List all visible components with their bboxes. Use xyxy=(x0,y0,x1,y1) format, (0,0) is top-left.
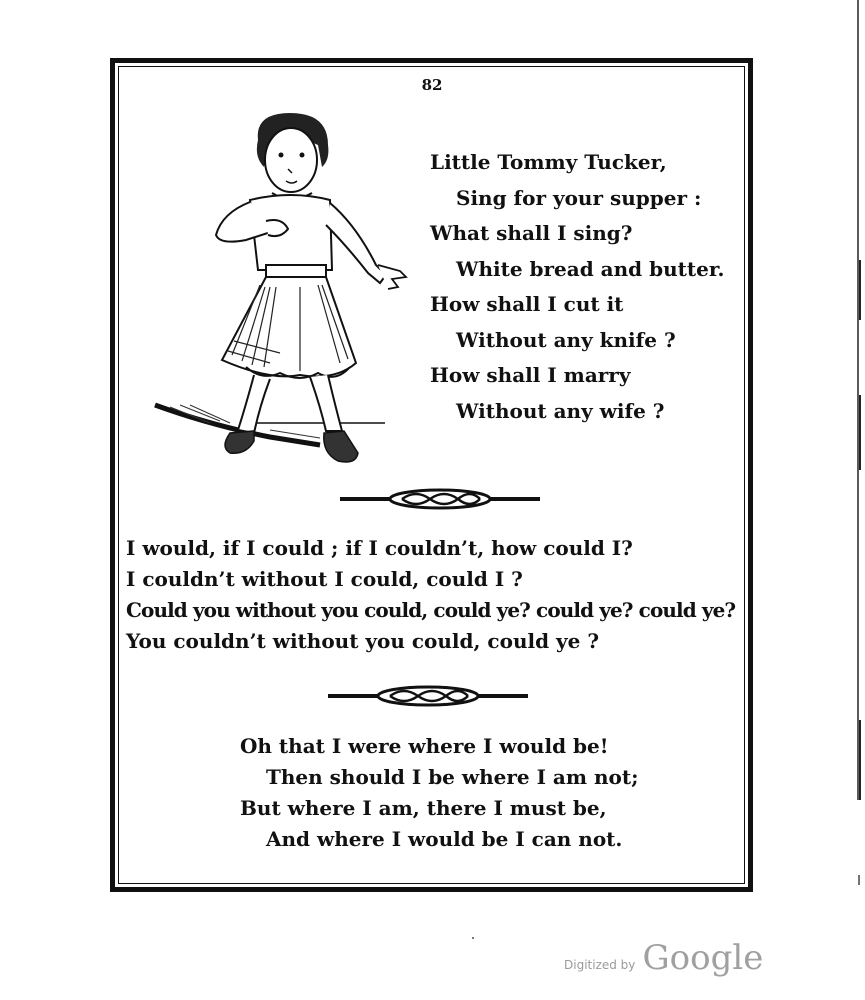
poem-line: How shall I cut it xyxy=(430,292,624,316)
poem-line: Without any knife ? xyxy=(456,327,676,352)
poem-where-i-would-be xyxy=(240,731,638,855)
poem-line: Little Tommy Tucker, xyxy=(430,150,667,174)
page-number: 82 xyxy=(421,76,443,94)
ornament-divider xyxy=(340,486,540,512)
poem-line: Could you without you could, could ye? could ye? could ye? xyxy=(126,598,736,622)
scan-speck xyxy=(472,937,474,939)
poem-line: White bread and butter. xyxy=(456,256,725,281)
poem-tommy-tucker xyxy=(430,145,725,429)
child-standing-illustration xyxy=(150,105,430,475)
poem-line: You couldn’t without you could, could ye ? xyxy=(126,629,600,653)
poem-could-ye xyxy=(126,533,735,657)
poem-line: But where I am, there I must be, xyxy=(240,796,607,820)
digitized-watermark xyxy=(564,938,763,978)
poem-line: How shall I marry xyxy=(430,363,631,387)
poem-line: Then should I be where I am not; xyxy=(266,765,639,789)
poem-line: And where I would be I can not. xyxy=(266,827,623,851)
google-logo: Google xyxy=(642,938,764,978)
poem-line: What shall I sing? xyxy=(430,221,633,245)
digitized-prefix: Digitized by xyxy=(564,958,636,972)
poem-line: Sing for your supper : xyxy=(456,185,702,210)
poem-line: I couldn’t without I could, could I ? xyxy=(126,567,523,591)
scan-edge-lines xyxy=(850,0,865,1000)
poem-line: I would, if I could ; if I couldn’t, how could I? xyxy=(126,536,633,560)
poem-line: Oh that I were where I would be! xyxy=(240,734,609,758)
poem-line: Without any wife ? xyxy=(456,398,665,423)
ornament-divider xyxy=(328,683,528,709)
